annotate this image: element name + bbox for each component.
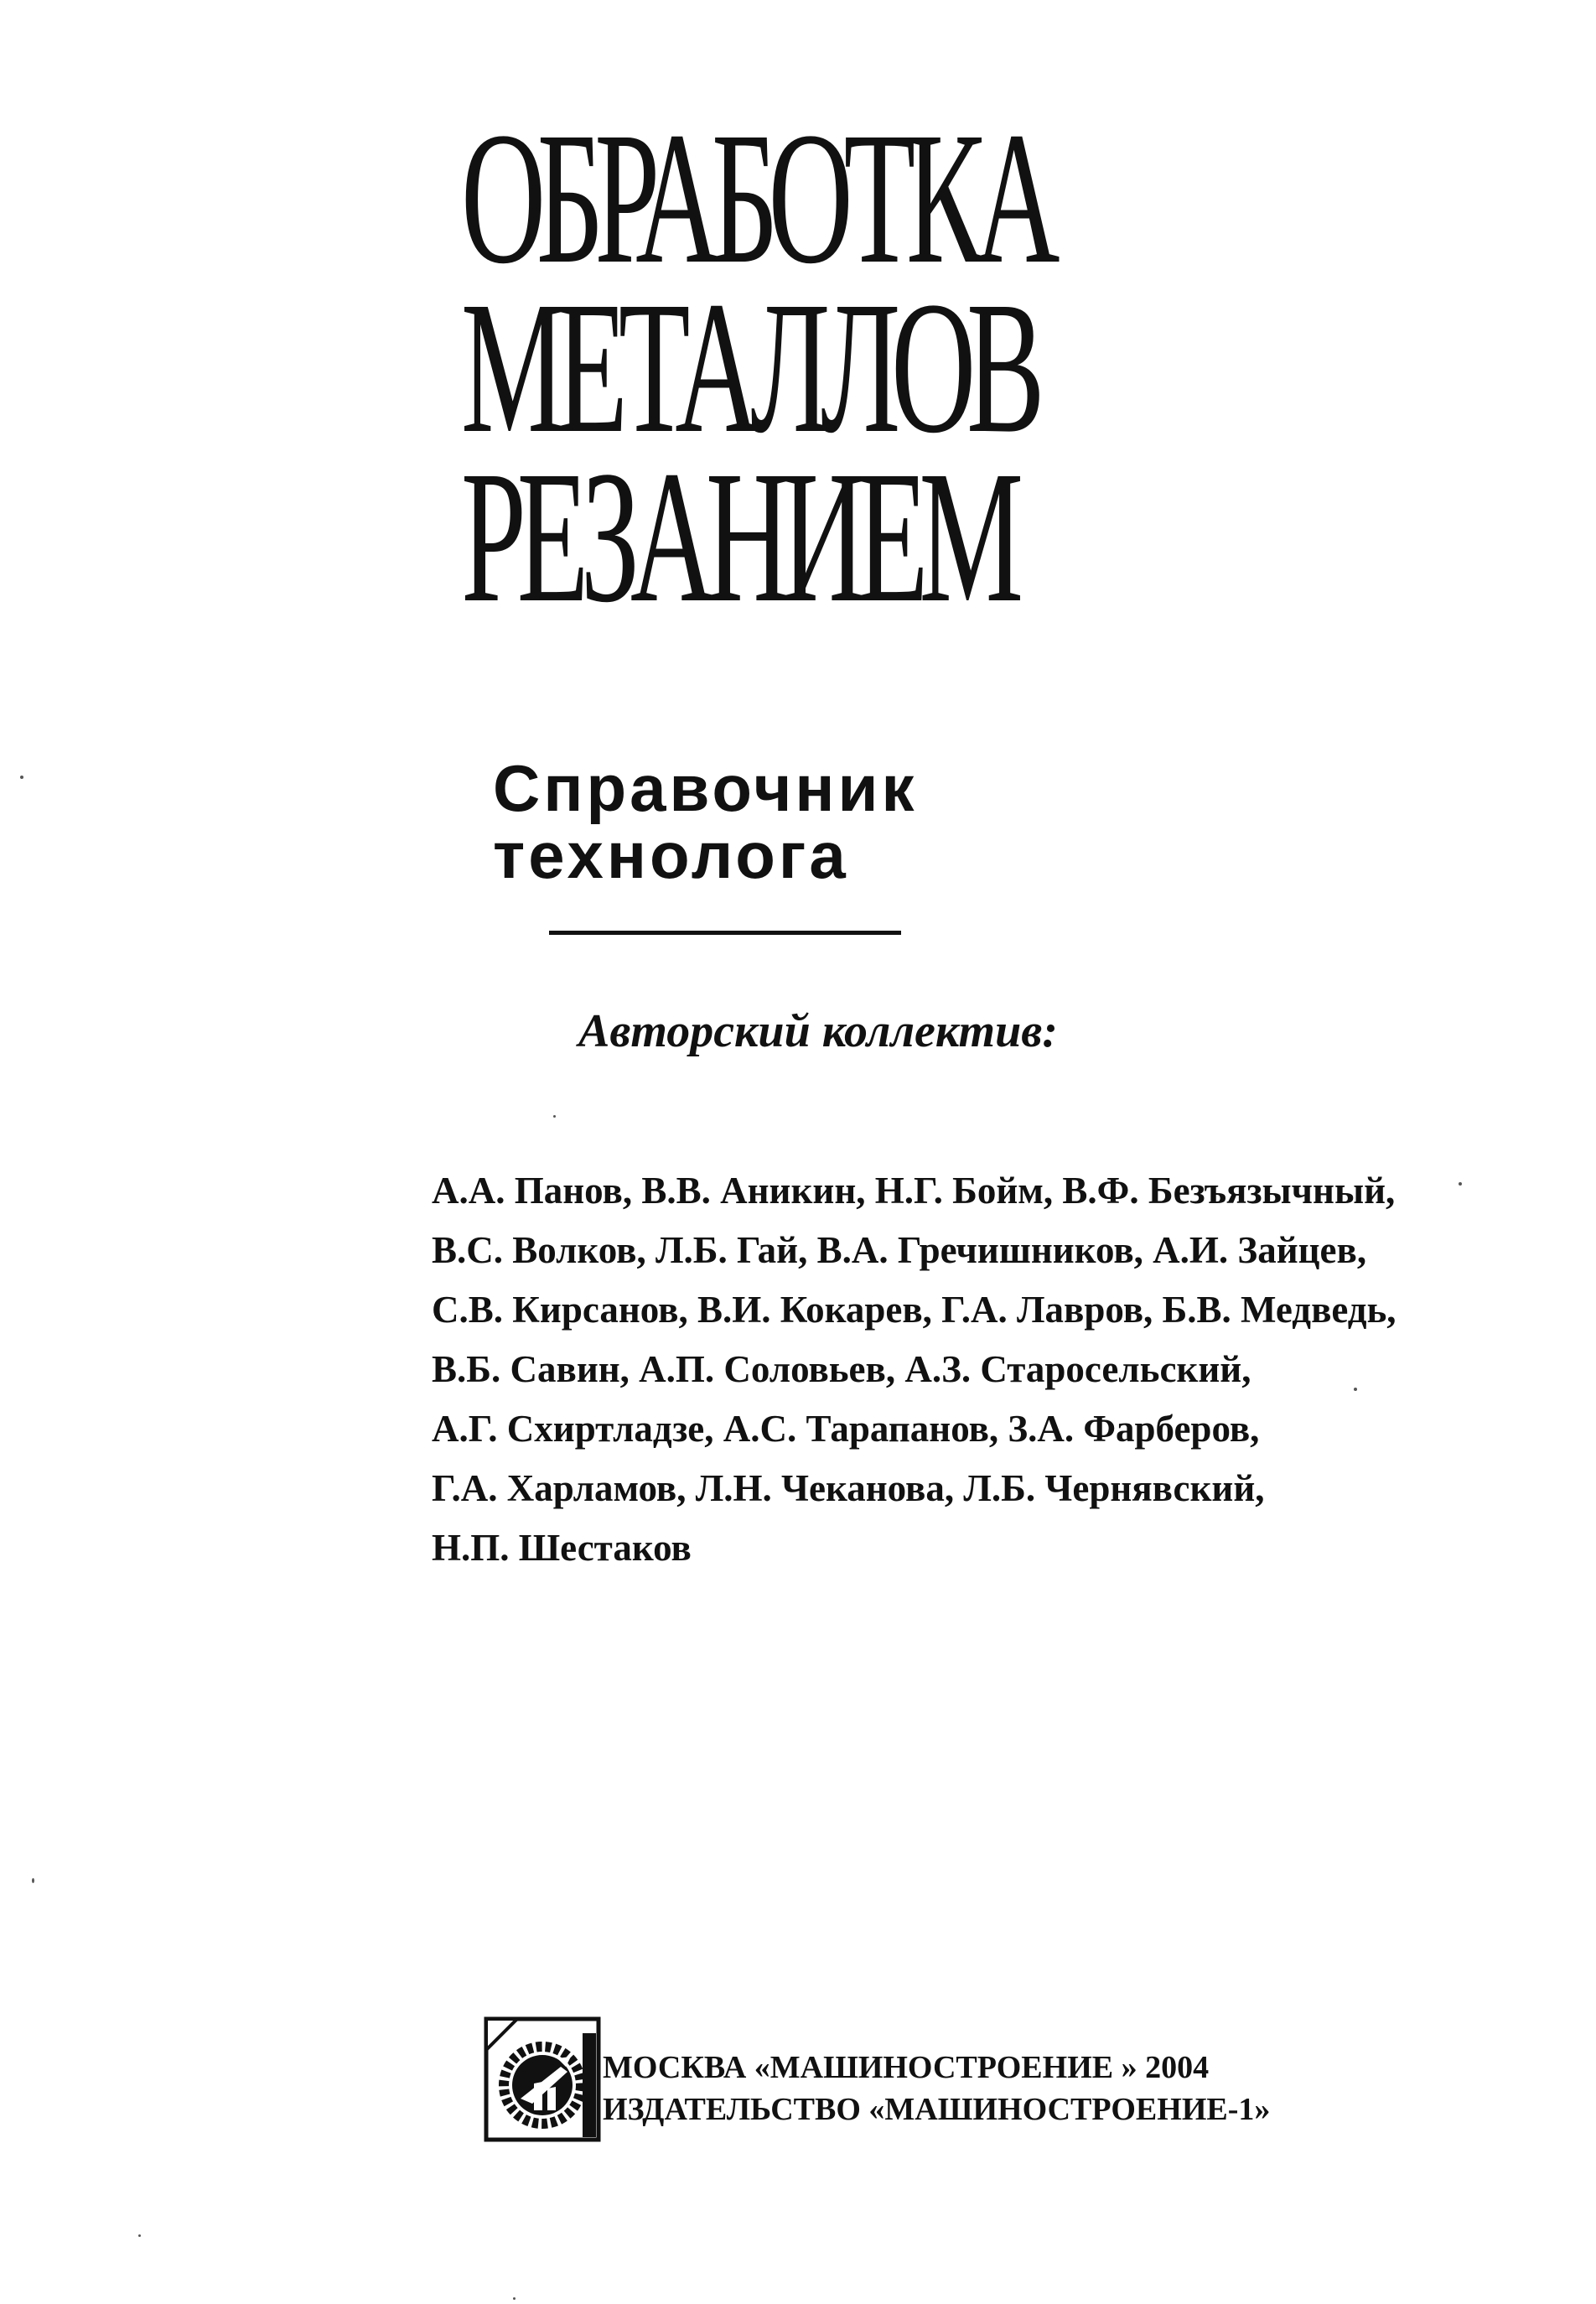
authors-caption: Авторский коллектив:	[578, 1005, 1058, 1057]
publisher-text	[603, 2047, 1270, 2130]
publisher-line-2: ИЗДАТЕЛЬСТВО «МАШИНОСТРОЕНИЕ-1»	[603, 2092, 1271, 2127]
authors-line-1: А.А. Панов, В.В. Аникин, Н.Г. Бойм, В.Ф. Безъязычный,	[432, 1170, 1396, 1212]
authors-line-3: С.В. Кирсанов, В.И. Кокарев, Г.А. Лавров, Б.В. Медведь,	[432, 1289, 1396, 1331]
scan-speck	[553, 1115, 556, 1118]
authors-line-2: В.С. Волков, Л.Б. Гай, В.А. Гречишников, А.И. Зайцев,	[432, 1229, 1367, 1271]
book-subtitle	[493, 751, 1080, 892]
book-title	[461, 93, 1215, 641]
scan-speck	[138, 2234, 141, 2237]
scan-speck	[20, 776, 23, 779]
book-subtitle-line-2: технолога	[493, 818, 849, 892]
book-title-line-3: РЕЗАНИЕМ	[461, 432, 1014, 641]
scan-speck	[513, 2297, 516, 2300]
authors-line-5: А.Г. Схиртладзе, А.С. Тарапанов, З.А. Фарберов,	[432, 1408, 1260, 1450]
publisher-line-1: МОСКВА «МАШИНОСТРОЕНИЕ » 2004	[603, 2050, 1210, 2085]
subtitle-divider	[549, 931, 901, 935]
authors-line-7: Н.П. Шестаков	[432, 1527, 692, 1569]
book-subtitle-line-1: Справочник	[493, 751, 918, 825]
scan-speck	[32, 1878, 34, 1883]
authors-line-4: В.Б. Савин, А.П. Соловьев, А.З. Старосельский,	[432, 1348, 1251, 1390]
publisher-imprint	[484, 2016, 1406, 2151]
scan-speck	[1459, 1182, 1462, 1186]
authors-line-6: Г.А. Харламов, Л.Н. Чеканова, Л.Б. Чернявский,	[432, 1467, 1265, 1509]
publisher-logo-icon	[484, 2016, 601, 2142]
book-title-line-2: МЕТАЛЛОВ	[461, 262, 1036, 472]
book-title-line-1: ОБРАБОТКА	[461, 93, 1051, 303]
scan-speck	[1354, 1388, 1357, 1391]
authors-list	[432, 1161, 1521, 1578]
